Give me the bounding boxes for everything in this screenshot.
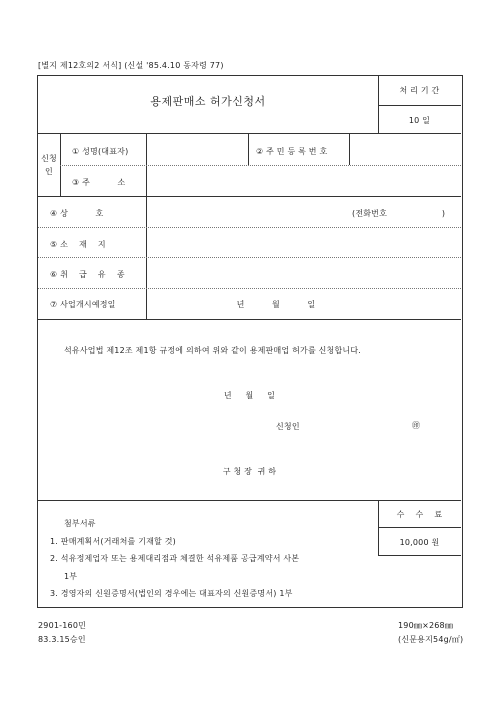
declaration-statement: 석유사업법 제12조 제1항 규정에 의하여 위와 같이 용제판매업 허가를 신청합니다. bbox=[64, 346, 361, 355]
address-field[interactable] bbox=[148, 167, 459, 194]
start-date-field[interactable]: 년 월 일 bbox=[236, 300, 316, 309]
name-field[interactable] bbox=[148, 136, 246, 163]
handling-type-label: ⑥ 취 급 유 종 bbox=[50, 270, 125, 279]
trade-name-field[interactable] bbox=[148, 199, 348, 225]
processing-period-label: 처 리 기 간 bbox=[399, 86, 440, 95]
attachment-item: 2. 석유정제업자 또는 용제대리점과 체결한 석유제품 공급계약서 사본 bbox=[50, 554, 300, 563]
attachments-title: 첨부서류 bbox=[64, 519, 96, 528]
applicant-group-label: 신청 bbox=[41, 154, 57, 163]
resident-no-label: ② 주 민 등 록 번 호 bbox=[256, 147, 328, 156]
processing-period-value: 10 일 bbox=[408, 116, 431, 125]
attachment-item: 1. 판매계획서(거래처를 기재할 것) bbox=[50, 537, 176, 546]
phone-label: (전화번호 ) bbox=[352, 209, 446, 218]
fee-label: 수 수 료 bbox=[396, 510, 443, 519]
approval-date: 83.3.15승인 bbox=[38, 635, 86, 644]
form-number: 2901-160민 bbox=[38, 621, 87, 630]
handling-type-field[interactable] bbox=[148, 259, 459, 285]
seal-mark: ㊞ bbox=[412, 421, 421, 430]
attachment-item: 3. 경영자의 신원증명서(법인의 경우에는 대표자의 신원증명서) 1부 bbox=[50, 589, 293, 598]
form-header-note: [별지 제12호의2 서식] (신설 '85.4.10 동자령 77) bbox=[38, 61, 224, 70]
resident-no-field[interactable] bbox=[351, 136, 459, 163]
addressee: 구 청 장 귀 하 bbox=[222, 467, 277, 476]
trade-name-label: ④ 상 호 bbox=[50, 209, 104, 218]
attachment-item: 1부 bbox=[64, 572, 78, 581]
applicant-group-label-2: 인 bbox=[45, 167, 53, 176]
paper-type: (신문용지54g/㎡) bbox=[398, 635, 464, 644]
name-label: ① 성명(대표자) bbox=[72, 147, 129, 156]
declaration-date: 년 월 일 bbox=[223, 391, 276, 400]
fee-value: 10,000 원 bbox=[399, 538, 440, 547]
location-field[interactable] bbox=[148, 229, 459, 255]
location-label: ⑤ 소 재 지 bbox=[50, 240, 106, 249]
paper-size: 190㎜×268㎜ bbox=[398, 621, 454, 630]
form-title: 용제판매소 허가신청서 bbox=[150, 95, 266, 108]
start-date-label: ⑦ 사업개시예정일 bbox=[50, 300, 116, 309]
applicant-signature-label: 신청인 bbox=[276, 422, 300, 431]
address-label: ③ 주 소 bbox=[72, 178, 126, 187]
